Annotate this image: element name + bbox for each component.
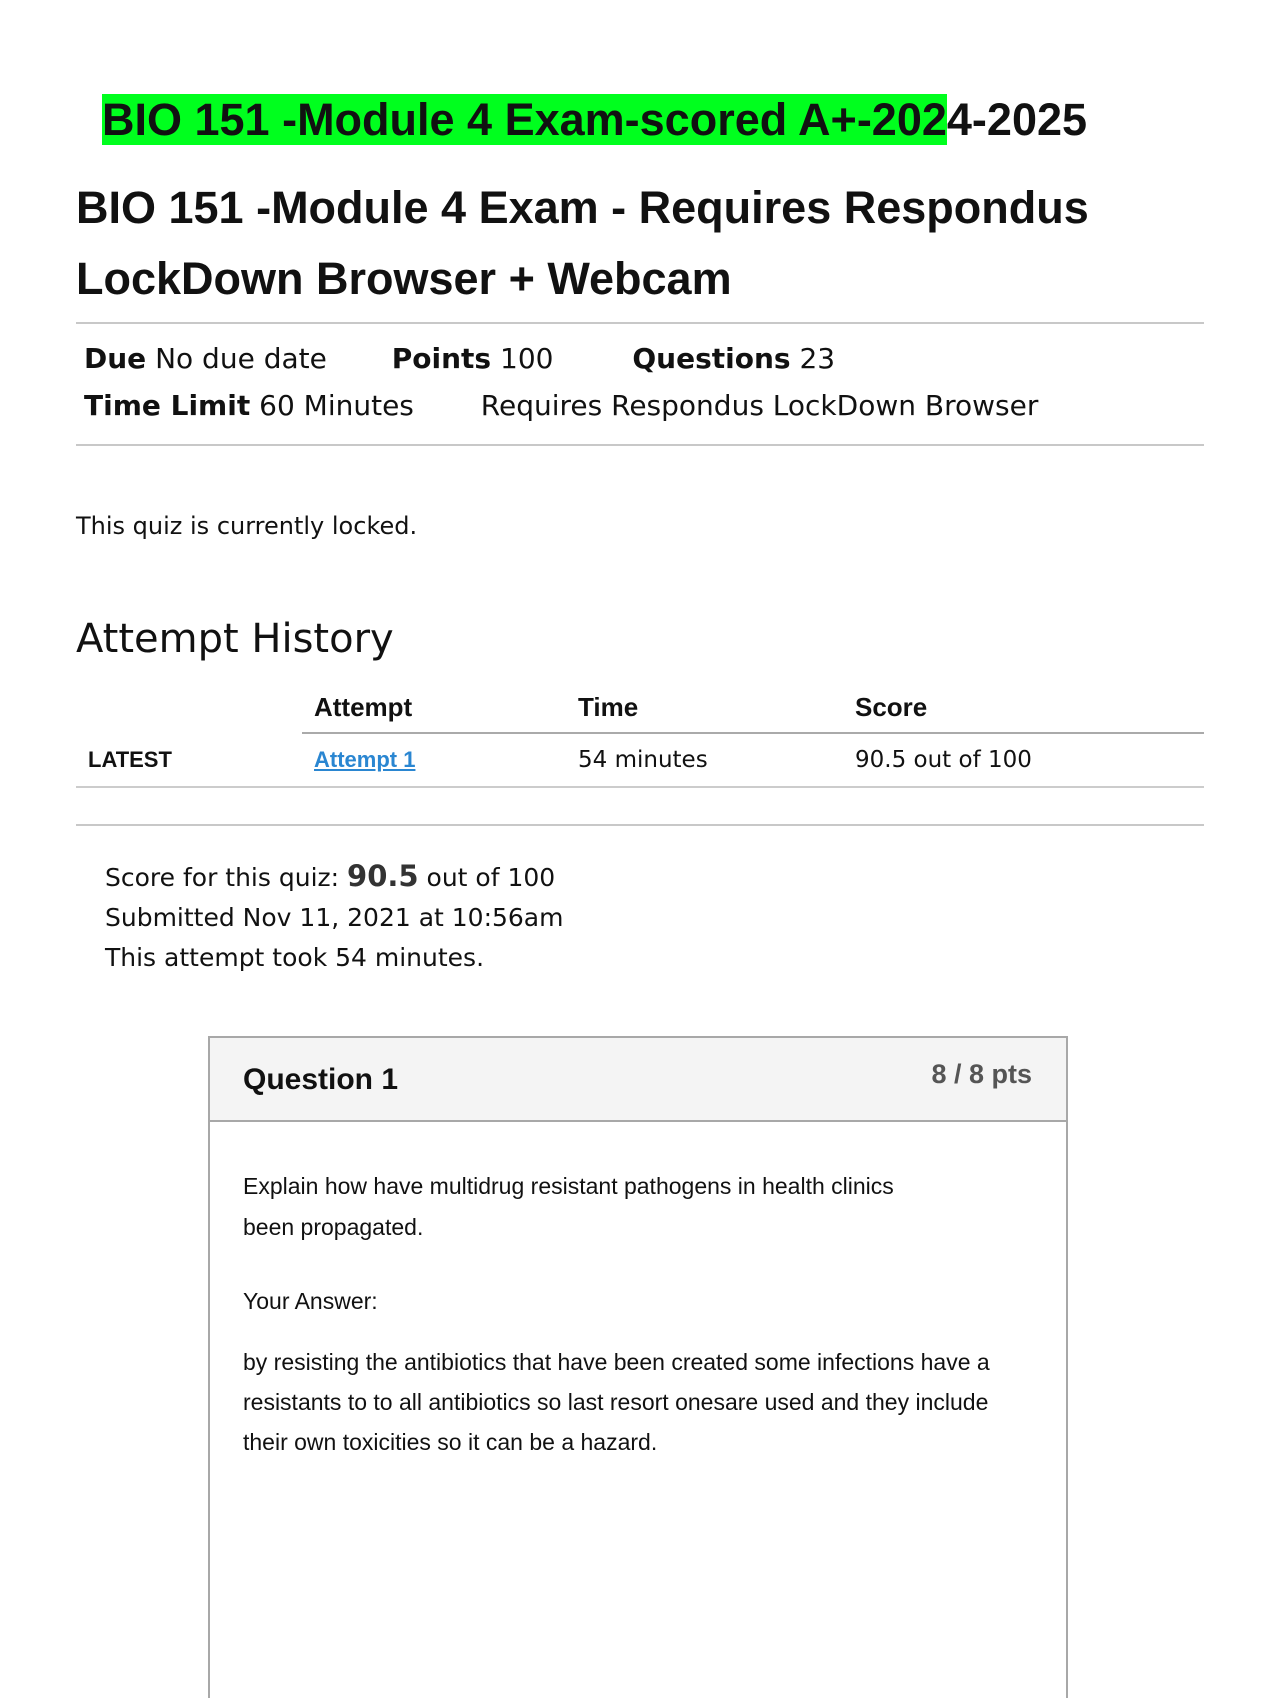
divider [76,322,1204,324]
answer-text: by resisting the antibiotics that have been created some infections have a resistants to to all antibiotics so last resort onesare used and they include their own toxicities so it can be a hazard. [243,1349,990,1455]
table-row [76,734,1204,788]
time-limit-value: 60 Minutes [259,389,414,422]
document-title-rest: 4-2025 [946,94,1088,145]
quiz-title: BIO 151 -Module 4 Exam - Requires Respondus LockDown Browser + Webcam [76,182,1089,304]
question-points: 8 / 8 pts [931,1059,1032,1089]
questions-field [632,336,835,382]
score-value: 90.5 [347,859,419,893]
quiz-meta-row-2 [84,383,1038,429]
attempt-history-heading: Attempt History [76,616,394,662]
points-label: Points [391,342,492,375]
score-out-of: out of 100 [426,863,556,892]
document-title-highlighted: BIO 151 -Module 4 Exam-scored A+-202 [102,94,947,145]
attempt-history-table [76,686,1204,788]
question-text: Explain how have multidrug resistant pathogens in health clinics been propagated. [243,1173,894,1240]
score-summary [105,856,585,978]
questions-value: 23 [799,342,836,375]
locked-message: This quiz is currently locked. [76,512,418,540]
score-label: Score for this quiz: [105,863,340,892]
due-value: No due date [155,342,327,375]
question-card [208,1036,1068,1698]
attempt-cell [314,743,415,777]
table-header-row [302,686,1204,734]
time-limit-field [84,383,414,429]
divider [76,824,1204,826]
column-header-score: Score [855,692,928,722]
page [76,0,1204,1656]
quiz-meta-row-1 [84,336,835,382]
question-body [243,1166,1033,1462]
submission-details: Submitted Nov 11, 2021 at 10:56am This attempt took 54 minutes. [105,903,564,972]
due-label: Due [84,342,147,375]
column-header-attempt: Attempt [314,692,413,722]
divider [76,444,1204,446]
attempt-1-link[interactable]: Attempt 1 [314,747,416,772]
column-header-time: Time [578,692,639,722]
question-header [210,1038,1066,1122]
latest-tag: LATEST [88,747,172,772]
time-limit-label: Time Limit [84,389,251,422]
due-field [84,336,327,382]
points-value: 100 [500,342,554,375]
questions-label: Questions [632,342,791,375]
answer-label: Your Answer: [243,1288,378,1314]
score-cell: 90.5 out of 100 [855,747,1032,773]
document-title [102,92,1087,148]
time-cell: 54 minutes [578,747,708,773]
lockdown-requirement: Requires Respondus LockDown Browser [480,389,1039,422]
question-title: Question 1 [243,1063,399,1096]
points-field [392,336,554,382]
